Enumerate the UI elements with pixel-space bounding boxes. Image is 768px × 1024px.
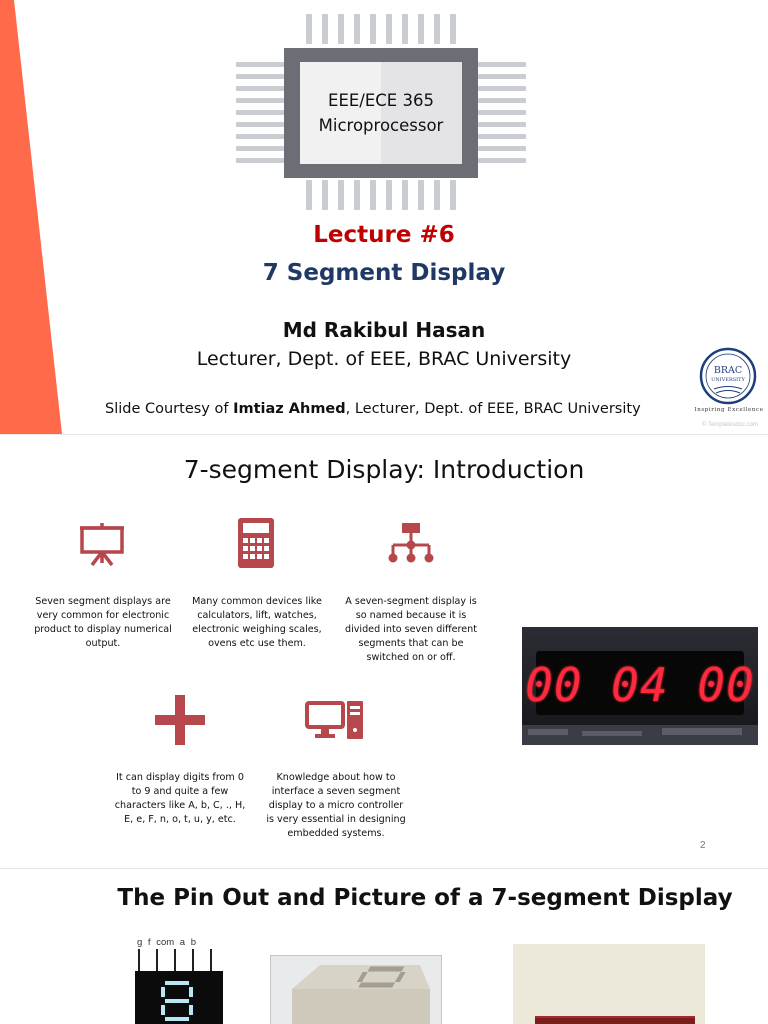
courtesy-suffix: , Lecturer, Dept. of EEE, BRAC University bbox=[345, 401, 641, 417]
logo-line2: UNIVERSITY bbox=[711, 377, 745, 383]
seven-segment-display-photo bbox=[270, 955, 442, 1024]
slide-title: 7-segment Display: Introduction bbox=[183, 455, 585, 484]
lecture-topic: 7 Segment Display bbox=[262, 260, 506, 286]
hierarchy-icon bbox=[386, 521, 436, 565]
courtesy-prefix: Slide Courtesy of bbox=[105, 401, 234, 417]
course-code: EEE/ECE 365 bbox=[328, 91, 434, 110]
author-name: Md Rakibul Hasan bbox=[282, 318, 486, 342]
feature-text-common: Seven segment displays are very common for electronic product to display numerical output. bbox=[34, 596, 172, 649]
course-name: Microprocessor bbox=[318, 116, 444, 135]
clock-reading: 00 04 00 bbox=[525, 658, 755, 712]
courtesy-name: Imtiaz Ahmed bbox=[233, 401, 346, 417]
slide-courtesy bbox=[105, 401, 641, 417]
course-title bbox=[300, 88, 462, 138]
pinout-diagram bbox=[133, 949, 228, 1024]
lecture-number: Lecture #6 bbox=[313, 222, 455, 248]
feature-text-devices: Many common devices like calculators, lift, watches, electronic weighing scales, ovens etc use them. bbox=[192, 596, 322, 649]
slide-title: The Pin Out and Picture of a 7-segment Display bbox=[117, 885, 733, 911]
introduction-slide bbox=[0, 434, 768, 868]
module-photo bbox=[513, 944, 705, 1024]
pin-labels: g f com a b bbox=[137, 937, 196, 948]
plus-icon bbox=[153, 693, 207, 747]
pinout-slide bbox=[0, 868, 768, 1024]
logo-line1: BRAC bbox=[713, 365, 743, 376]
page-number: 2 bbox=[700, 840, 706, 851]
template-credit: © Templatesdoc.com bbox=[701, 422, 758, 428]
computer-icon bbox=[305, 699, 365, 741]
title-slide bbox=[0, 0, 768, 434]
feature-text-characters: It can display digits from 0 to 9 and quite a few characters like A, b, C, ., H, E, e, F, n, o, t, u, y, etc. bbox=[114, 772, 246, 825]
logo-tagline: Inspiring Excellence bbox=[694, 407, 764, 413]
led-clock-photo bbox=[522, 627, 758, 745]
author-role: Lecturer, Dept. of EEE, BRAC University bbox=[196, 348, 572, 370]
feature-text-interface: Knowledge about how to interface a seven segment display to a micro controller is very essential in designing embedded systems. bbox=[266, 772, 406, 839]
brac-university-logo bbox=[690, 346, 766, 432]
feature-text-segments: A seven-segment display is so named because it is divided into seven different segments that can be switched on or off. bbox=[344, 596, 477, 663]
presentation-board-icon bbox=[78, 521, 126, 567]
calculator-icon bbox=[237, 517, 275, 569]
